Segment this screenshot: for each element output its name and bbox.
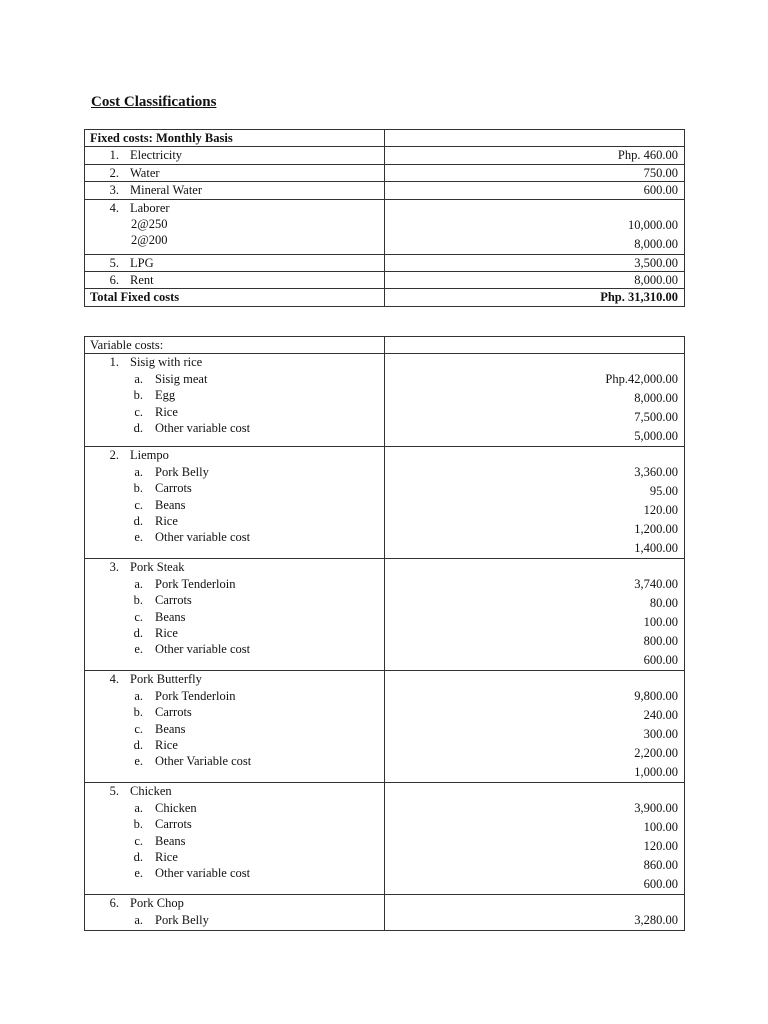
cost-item-cell <box>85 147 385 164</box>
table-row <box>85 182 685 199</box>
sub-item-letter: b. <box>133 705 143 720</box>
total-value: Php. 31,310.00 <box>385 289 685 306</box>
sub-item-letter: d. <box>133 738 143 753</box>
cost-value-cell <box>385 783 685 895</box>
group-number: 6. <box>109 896 119 911</box>
sub-item <box>90 420 380 436</box>
group-label: Chicken <box>130 784 172 799</box>
sub-item-letter: c. <box>134 609 143 624</box>
cost-value: 860.00 <box>643 858 678 873</box>
sub-item-label: 2@200 <box>131 233 168 248</box>
cost-value: 7,500.00 <box>634 410 678 425</box>
cost-value: 8,000.00 <box>634 236 678 251</box>
sub-item <box>90 865 380 881</box>
sub-item <box>90 387 380 403</box>
table-header-row <box>85 130 685 147</box>
item-number: 3. <box>109 183 119 198</box>
sub-item-label: Beans <box>155 609 186 624</box>
group-number: 2. <box>109 448 119 463</box>
item-number: 1. <box>109 148 119 163</box>
group-heading <box>90 783 380 799</box>
cost-value: 9,800.00 <box>634 689 678 704</box>
cost-value: 95.00 <box>649 484 678 499</box>
table-row <box>85 272 685 289</box>
cost-value-cell <box>385 447 685 559</box>
sub-item-letter: c. <box>134 721 143 736</box>
sub-item-label: Rice <box>155 626 178 641</box>
item-label: Electricity <box>130 148 183 163</box>
cost-value: 10,000.00 <box>628 217 678 232</box>
item-label: LPG <box>130 255 154 270</box>
cost-item-cell <box>85 182 385 199</box>
sub-item-letter: e. <box>134 866 143 881</box>
sub-item-label: Rice <box>155 738 178 753</box>
item-number: 2. <box>109 165 119 180</box>
sub-item-label: Rice <box>155 850 178 865</box>
item-label: Laborer <box>130 200 170 215</box>
group-number: 5. <box>109 784 119 799</box>
cost-value: 800.00 <box>643 634 678 649</box>
sub-item-label: Pork Tenderloin <box>155 576 236 591</box>
item-label: Rent <box>130 273 154 288</box>
sub-item-label: Pork Belly <box>155 464 209 479</box>
sub-item <box>90 404 380 420</box>
group-label: Liempo <box>130 448 169 463</box>
group-label: Pork Chop <box>130 896 184 911</box>
sub-item-letter: e. <box>134 754 143 769</box>
cost-value: 300.00 <box>643 727 678 742</box>
table-row <box>85 895 685 931</box>
table-row <box>85 671 685 783</box>
cost-group-cell <box>85 671 385 783</box>
sub-item-letter: a. <box>134 688 143 703</box>
sub-item-letter: a. <box>134 576 143 591</box>
sub-item-label: Carrots <box>155 817 192 832</box>
sub-item-label: Pork Tenderloin <box>155 688 236 703</box>
cost-group-cell <box>85 559 385 671</box>
sub-item-letter: a. <box>134 800 143 815</box>
cost-value: 3,740.00 <box>634 577 678 592</box>
cost-group-cell <box>85 354 385 447</box>
sub-item-letter: a. <box>134 371 143 386</box>
cost-value-cell <box>385 559 685 671</box>
cost-value: 3,500.00 <box>634 255 678 270</box>
sub-item-letter: e. <box>134 530 143 545</box>
fixed-costs-table <box>84 129 685 307</box>
cost-value: 240.00 <box>643 708 678 723</box>
sub-item-label: Beans <box>155 721 186 736</box>
sub-item-letter: c. <box>134 497 143 512</box>
sub-item <box>90 480 380 496</box>
group-heading <box>90 447 380 463</box>
cost-value: 120.00 <box>643 839 678 854</box>
sub-item <box>90 737 380 753</box>
item-label: Water <box>130 165 160 180</box>
group-heading <box>90 559 380 575</box>
spacer <box>390 447 678 463</box>
sub-item <box>90 513 380 529</box>
sub-item-letter: c. <box>134 833 143 848</box>
sub-item-letter: b. <box>133 388 143 403</box>
spacer <box>390 354 678 370</box>
cost-value: 600.00 <box>643 877 678 892</box>
sub-item-letter: b. <box>133 481 143 496</box>
sub-item <box>90 800 380 816</box>
group-label: Pork Butterfly <box>130 672 202 687</box>
cost-value-cell <box>385 199 685 254</box>
item-label: Mineral Water <box>130 183 202 198</box>
sub-item <box>90 592 380 608</box>
spacer <box>390 200 678 216</box>
cost-item-cell <box>85 272 385 289</box>
sub-item <box>90 704 380 720</box>
cost-value-cell <box>385 254 685 271</box>
sub-item-letter: a. <box>134 912 143 927</box>
sub-item-label: Rice <box>155 404 178 419</box>
group-heading <box>90 354 380 370</box>
sub-item-label: Other Variable cost <box>155 754 252 769</box>
sub-item <box>90 529 380 545</box>
sub-item <box>90 609 380 625</box>
group-label: Sisig with rice <box>130 355 203 370</box>
table-row <box>85 199 685 254</box>
cost-value: 3,360.00 <box>634 465 678 480</box>
empty-cell <box>385 130 685 147</box>
cost-value: 3,900.00 <box>634 801 678 816</box>
group-number: 4. <box>109 672 119 687</box>
variable-costs-header: Variable costs: <box>85 337 385 354</box>
item-number: 4. <box>109 200 119 215</box>
sub-item <box>90 497 380 513</box>
table-header-row <box>85 337 685 354</box>
spacer <box>390 783 678 799</box>
cost-value: 3,280.00 <box>634 913 678 928</box>
sub-item-label: Carrots <box>155 705 192 720</box>
group-heading <box>90 671 380 687</box>
total-row <box>85 289 685 306</box>
page-title: Cost Classifications <box>91 94 217 110</box>
sub-item <box>90 371 380 387</box>
group-number: 3. <box>109 560 119 575</box>
sub-item-label: Beans <box>155 497 186 512</box>
group-heading <box>90 895 380 911</box>
cost-value: 8,000.00 <box>634 391 678 406</box>
sub-item <box>90 753 380 769</box>
sub-item-letter: a. <box>134 464 143 479</box>
sub-item <box>90 641 380 657</box>
cost-value: 2,200.00 <box>634 746 678 761</box>
fixed-costs-header: Fixed costs: Monthly Basis <box>85 130 385 147</box>
table-row <box>85 447 685 559</box>
spacer <box>390 671 678 687</box>
sub-item-label: Other variable cost <box>155 530 251 545</box>
table-row <box>85 147 685 164</box>
sub-item-label: Pork Belly <box>155 912 209 927</box>
sub-item <box>90 688 380 704</box>
sub-item-label: Other variable cost <box>155 421 251 436</box>
table-row <box>85 354 685 447</box>
cost-item-cell <box>85 164 385 181</box>
table-row <box>85 559 685 671</box>
sub-item <box>90 912 380 928</box>
item-number: 5. <box>109 255 119 270</box>
sub-item-label: Other variable cost <box>155 642 251 657</box>
cost-item-cell <box>85 254 385 271</box>
cost-value: 1,400.00 <box>634 541 678 556</box>
cost-value-cell <box>385 354 685 447</box>
sub-item-label: Rice <box>155 514 178 529</box>
cost-value: 1,000.00 <box>634 765 678 780</box>
cost-group-cell <box>85 783 385 895</box>
cost-value-cell <box>385 272 685 289</box>
cost-value: 1,200.00 <box>634 522 678 537</box>
spacer <box>390 895 678 911</box>
total-label: Total Fixed costs <box>85 289 385 306</box>
item-number: 6. <box>109 273 119 288</box>
sub-item-letter: d. <box>133 850 143 865</box>
sub-item-letter: d. <box>133 626 143 641</box>
sub-item-label: 2@250 <box>131 217 168 232</box>
table-row <box>85 254 685 271</box>
sub-item-letter: b. <box>133 817 143 832</box>
cost-item-cell <box>85 199 385 254</box>
cost-value-cell <box>385 182 685 199</box>
sub-item <box>90 833 380 849</box>
cost-value: 600.00 <box>643 183 678 198</box>
group-number: 1. <box>109 355 119 370</box>
variable-costs-table <box>84 336 685 931</box>
table-row <box>85 783 685 895</box>
sub-item-letter: d. <box>133 421 143 436</box>
sub-item <box>90 625 380 641</box>
cost-value: 600.00 <box>643 653 678 668</box>
cost-value: 8,000.00 <box>634 273 678 288</box>
cost-value: 750.00 <box>643 165 678 180</box>
spacer <box>390 559 678 575</box>
sub-item-label: Carrots <box>155 593 192 608</box>
cost-value-cell <box>385 164 685 181</box>
sub-item-label: Sisig meat <box>155 371 208 386</box>
sub-item-letter: c. <box>134 404 143 419</box>
cost-value-cell <box>385 671 685 783</box>
sub-item-label: Egg <box>155 388 176 403</box>
cost-value: 5,000.00 <box>634 429 678 444</box>
cost-value: 120.00 <box>643 503 678 518</box>
cost-value: Php. 460.00 <box>617 148 678 163</box>
cost-value: 100.00 <box>643 820 678 835</box>
sub-item-label: Beans <box>155 833 186 848</box>
sub-item-label: Chicken <box>155 800 197 815</box>
cost-value: 100.00 <box>643 615 678 630</box>
cost-value: Php.42,000.00 <box>605 372 678 387</box>
cost-value: 80.00 <box>649 596 678 611</box>
sub-item-label: Carrots <box>155 481 192 496</box>
empty-cell <box>385 337 685 354</box>
cost-value-cell <box>385 895 685 931</box>
cost-group-cell <box>85 895 385 931</box>
sub-item <box>90 849 380 865</box>
cost-group-cell <box>85 447 385 559</box>
sub-item <box>90 464 380 480</box>
sub-item-letter: d. <box>133 514 143 529</box>
sub-item <box>90 576 380 592</box>
sub-item <box>90 816 380 832</box>
sub-item-letter: e. <box>134 642 143 657</box>
sub-item-label: Other variable cost <box>155 866 251 881</box>
cost-value-cell <box>385 147 685 164</box>
table-row <box>85 164 685 181</box>
sub-item <box>90 721 380 737</box>
sub-item-letter: b. <box>133 593 143 608</box>
group-label: Pork Steak <box>130 560 185 575</box>
